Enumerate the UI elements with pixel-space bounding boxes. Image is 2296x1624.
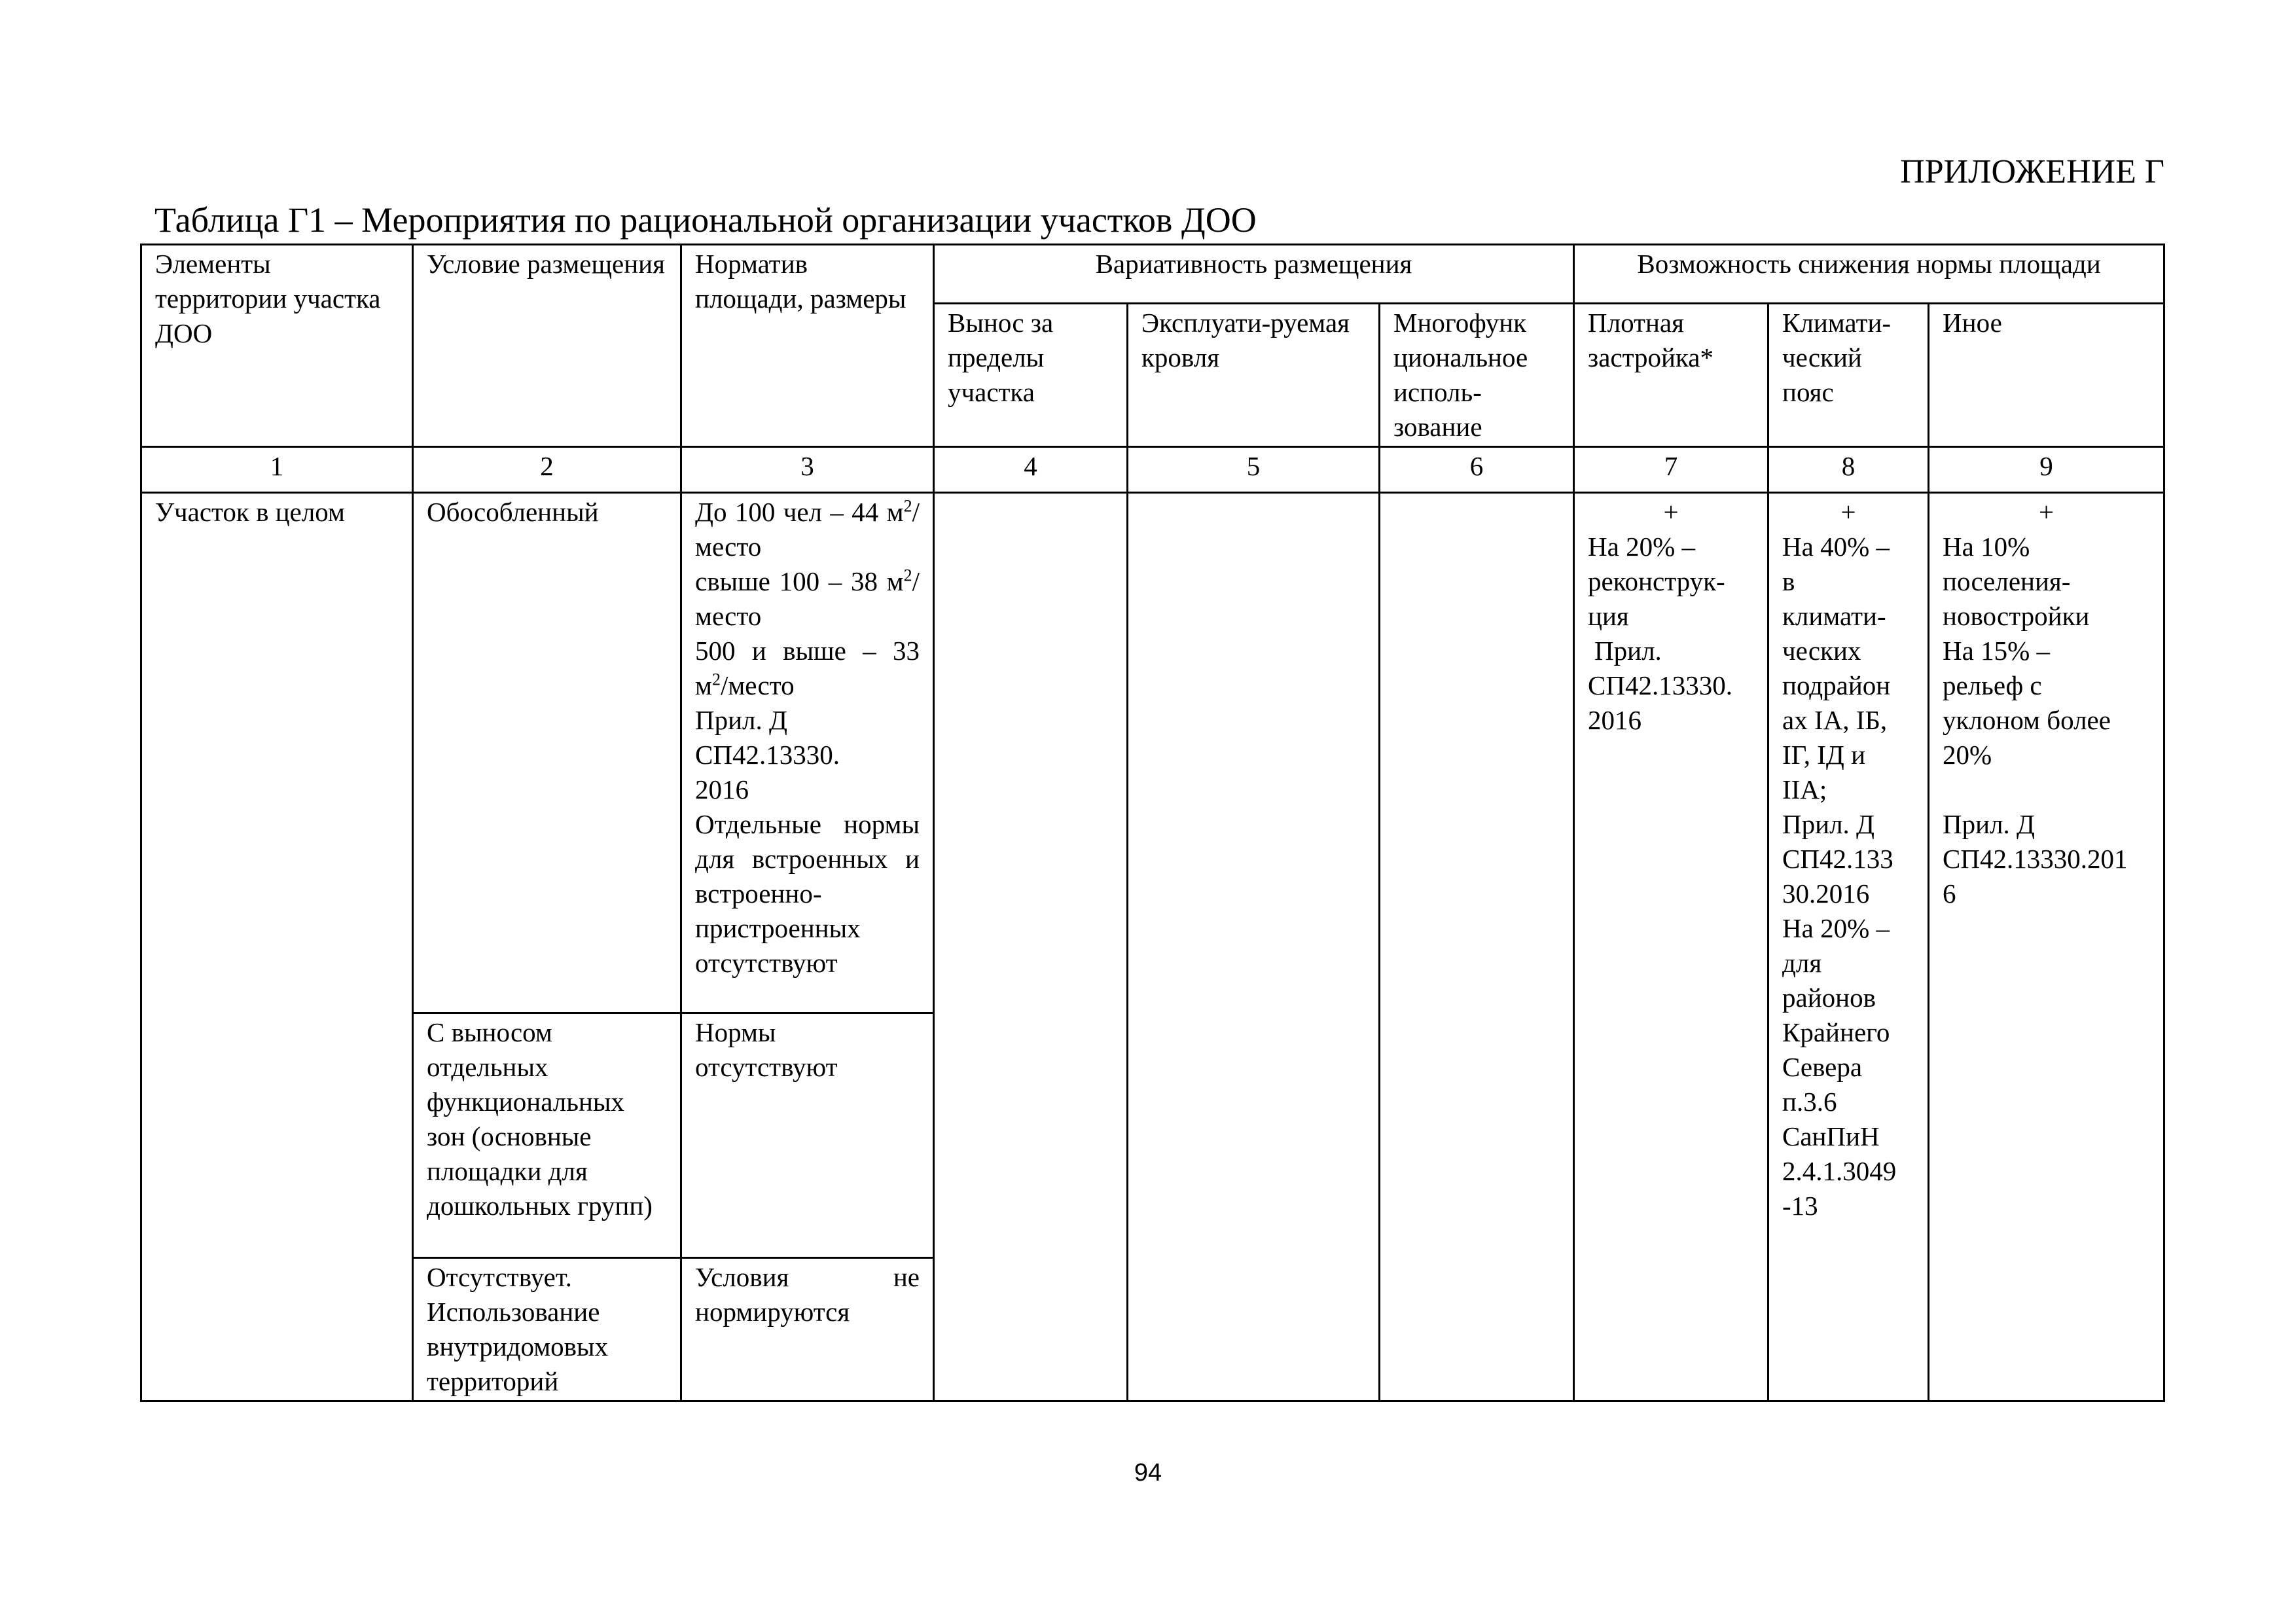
cell-climate-zone: + На 40% – в климати- ческих подрайон ах IА, IБ, IГ, IД и IIА; Прил. Д СП42.133 30.2016 На 20% – для районов Крайнего Севера п.3.6 СанПиН 2.4.1.3049 -13: [1768, 493, 1929, 1401]
cell-condition-removal: С выносом отдельных функциональных зон (основные площадки для дошкольных групп): [413, 1013, 681, 1258]
appendix-title: ПРИЛОЖЕНИЕ Г: [1900, 153, 2164, 190]
column-number: 9: [1929, 447, 2164, 493]
column-number: 3: [681, 447, 934, 493]
header-area-reduction: Возможность снижения нормы площади: [1574, 245, 2164, 304]
header-climate-zone: Климати-ческий пояс: [1768, 304, 1929, 447]
cell-other: + На 10% поселения- новостройки На 15% – рельеф с уклоном более 20% Прил. Д СП42.13330.201 6: [1929, 493, 2164, 1401]
column-number: 6: [1380, 447, 1574, 493]
header-elements: Элементы территории участка ДОО: [141, 245, 413, 447]
header-dense-development: Плотная застройка*: [1574, 304, 1768, 447]
column-numbers-row: [141, 447, 2164, 493]
page-number: 94: [1134, 1459, 1162, 1487]
column-number: 1: [141, 447, 413, 493]
table-row: [141, 493, 2164, 1013]
table-caption: Таблица Г1 – Мероприятия по рациональной организации участков ДОО: [154, 200, 1257, 240]
column-number: 8: [1768, 447, 1929, 493]
cell-roof: [1128, 493, 1380, 1401]
cell-norm-absent: Условия не нормируются: [681, 1258, 934, 1401]
header-roof: Эксплуати-руемая кровля: [1128, 304, 1380, 447]
header-norm: Норматив площади, размеры: [681, 245, 934, 447]
header-condition: Условие размещения: [413, 245, 681, 447]
header-multifunctional: Многофунк циональное исполь-зование: [1380, 304, 1574, 447]
cell-multifunctional: [1380, 493, 1574, 1401]
header-outside-site: Вынос за пределы участка: [934, 304, 1128, 447]
cell-norm-removal: Нормы отсутствуют: [681, 1013, 934, 1258]
measures-table: [140, 244, 2165, 1402]
cell-element: Участок в целом: [141, 493, 413, 1401]
cell-condition-absent: Отсутствует. Использование внутридомовых территорий: [413, 1258, 681, 1401]
cell-dense-development: + На 20% – реконструк- ция Прил. СП42.13330. 2016: [1574, 493, 1768, 1401]
header-row-1: [141, 245, 2164, 304]
cell-norm-separate: До 100 чел – 44 $м^2$/место свыше 100 – 38 $м^2$/место 500 и выше – 33 $м^2$/место Прил. Д СП42.13330. 2016 Отдельные нормы для встроенных и встроенно-пристроенных отсутствуют: [681, 493, 934, 1013]
header-other: Иное: [1929, 304, 2164, 447]
column-number: 4: [934, 447, 1128, 493]
column-number: 7: [1574, 447, 1768, 493]
cell-condition-separate: Обособленный: [413, 493, 681, 1013]
column-number: 5: [1128, 447, 1380, 493]
header-placement-variability: Вариативность размещения: [934, 245, 1574, 304]
column-number: 2: [413, 447, 681, 493]
cell-outside-site: [934, 493, 1128, 1401]
